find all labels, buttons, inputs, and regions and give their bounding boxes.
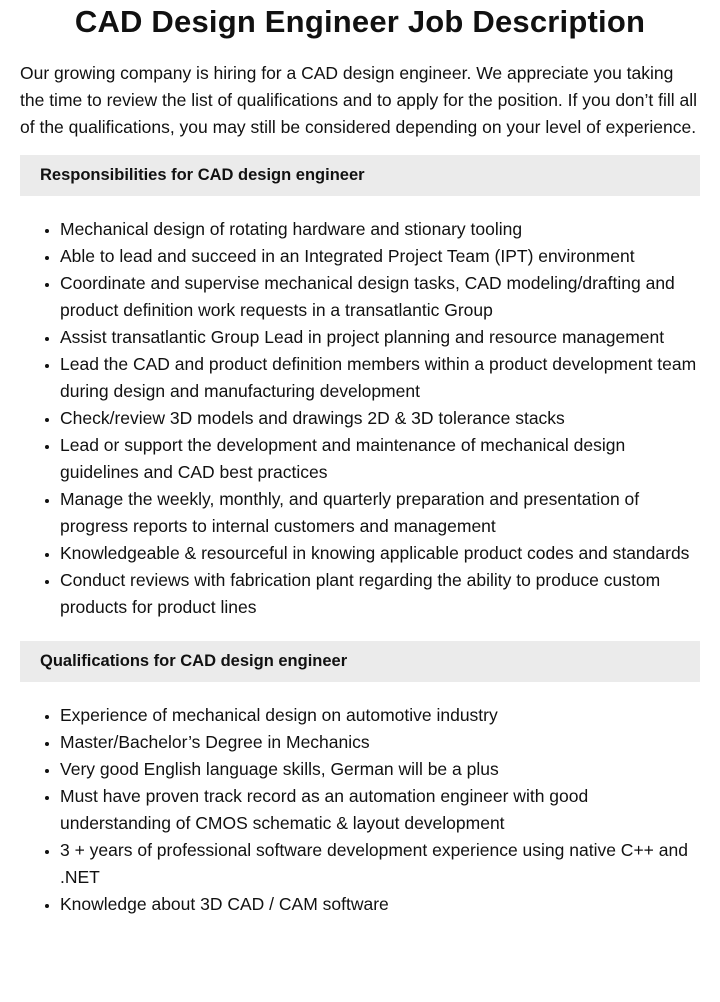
list-item: • Manage the weekly, monthly, and quarterly preparation and presentation of progress reports to internal customers and management xyxy=(60,486,700,540)
list-item: • Master/Bachelor’s Degree in Mechanics xyxy=(60,729,700,756)
list-item: • Coordinate and supervise mechanical design tasks, CAD modeling/drafting and product definition work requests in a transatlantic Group xyxy=(60,270,700,324)
list-item: • Knowledge about 3D CAD / CAM software xyxy=(60,891,700,918)
qualifications-heading: Qualifications for CAD design engineer xyxy=(20,641,700,682)
list-item: • Must have proven track record as an automation engineer with good understanding of CMOS schematic & layout development xyxy=(60,783,700,837)
page-title: CAD Design Engineer Job Description xyxy=(74,4,646,39)
list-item: • Able to lead and succeed in an Integrated Project Team (IPT) environment xyxy=(60,243,700,270)
list-item: • Conduct reviews with fabrication plant regarding the ability to produce custom products for product lines xyxy=(60,567,700,621)
list-item: • Check/review 3D models and drawings 2D & 3D tolerance stacks xyxy=(60,405,700,432)
responsibilities-list xyxy=(20,216,700,621)
list-item: • 3 + years of professional software development experience using native C++ and .NET xyxy=(60,837,700,891)
qualifications-list xyxy=(20,702,700,918)
responsibilities-heading: Responsibilities for CAD design engineer xyxy=(20,155,700,196)
list-item: • Very good English language skills, German will be a plus xyxy=(60,756,700,783)
list-item: • Experience of mechanical design on automotive industry xyxy=(60,702,700,729)
list-item: • Assist transatlantic Group Lead in project planning and resource management xyxy=(60,324,700,351)
list-item: • Lead or support the development and maintenance of mechanical design guidelines and CAD best practices xyxy=(60,432,700,486)
list-item: • Lead the CAD and product definition members within a product development team during design and manufacturing development xyxy=(60,351,700,405)
intro-paragraph: Our growing company is hiring for a CAD design engineer. We appreciate you taking the time to review the list of qualifications and to apply for the position. If you don’t fill all of the qualifications, you may still be considered depending on your level of experience. xyxy=(20,63,698,137)
list-item: • Knowledgeable & resourceful in knowing applicable product codes and standards xyxy=(60,540,700,567)
list-item: • Mechanical design of rotating hardware and stionary tooling xyxy=(60,216,700,243)
